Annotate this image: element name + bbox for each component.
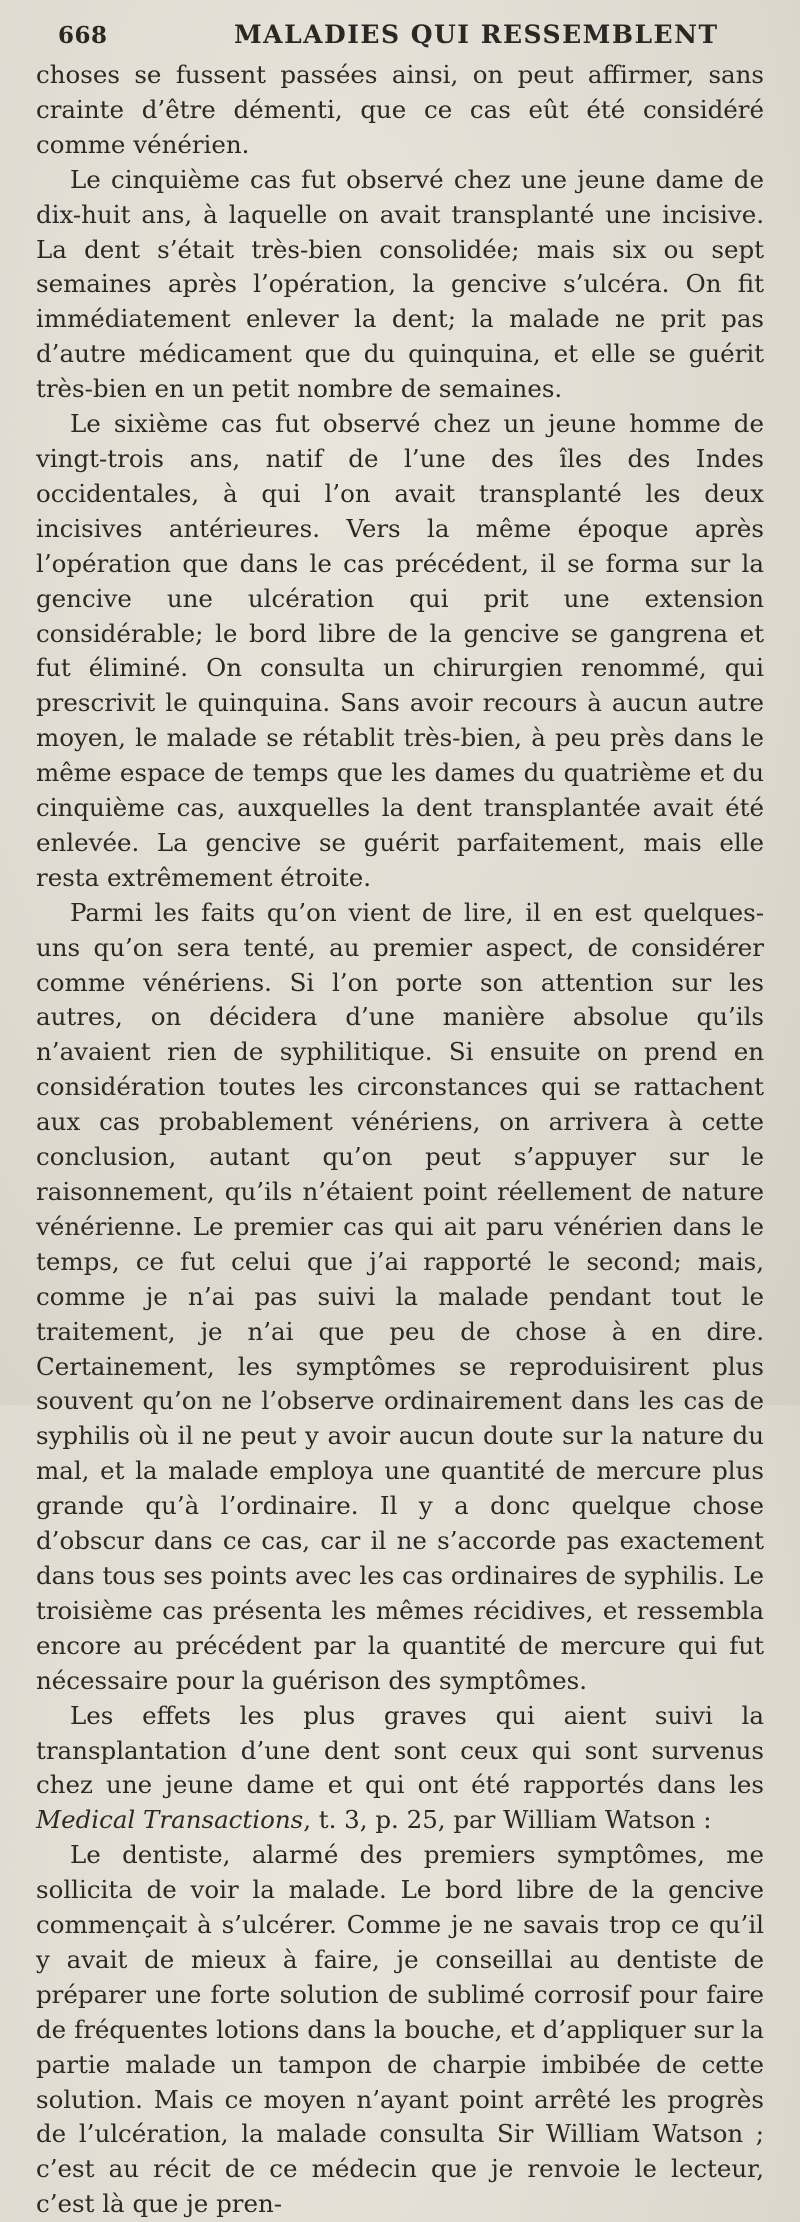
paragraph-continuation: choses se fussent passées ainsi, on peut affirmer, sans crainte d’être démenti, que ce cas eût été considéré comme vénérien. [36, 60, 764, 159]
journal-title: Medical Transactions [36, 1805, 304, 1835]
page-header [36, 20, 764, 56]
paragraph-watson-intro [36, 1699, 764, 1839]
paragraph-dentist-account: Le dentiste, alarmé des premiers symptômes, me sollicita de voir la malade. Le bord libre de la gencive commençait à s’ulcérer. Comme je ne savais trop ce qu’il y avait de mieux à faire, je conseillai au dentiste de préparer une forte solution de sublimé corrosif pour faire de fréquentes lotions dans la bouche, et d’appliquer sur la partie malade un tampon de charpie imbibée de cette solution. Mais ce moyen n’ayant point arrêté les progrès de l’ulcération, la malade consulta Sir William Watson ; c’est au récit de ce médecin que je renvoie le lecteur, c’est là que je pren- [36, 1840, 764, 2219]
paragraph-fifth-case: Le cinquième cas fut observé chez une jeune dame de dix-huit ans, à laquelle on avait transplanté une incisive. La dent s’était très-bien consolidée; mais six ou sept semaines après l’opération, la gencive s’ulcéra. On fit immédiatement enlever la dent; la malade ne prit pas d’autre médicament que du quinquina, et elle se guérit très-bien en un petit nombre de semaines. [36, 164, 764, 404]
watson-citation: , t. 3, p. 25, par William Watson : [303, 1805, 712, 1835]
paragraph-sixth-case: Le sixième cas fut observé chez un jeune homme de vingt-trois ans, natif de l’une des îles des Indes occidentales, à qui l’on avait transplanté les deux incisives antérieures. Vers la même époque après l’opération que dans le cas précédent, il se forma sur la gencive une ulcération qui prit une extension considérable; le bord libre de la gencive se gangrena et fut éliminé. On consulta un chirurgien renommé, qui prescrivit le quinquina. Sans avoir recours à aucun autre moyen, le malade se rétablit très-bien, à peu près dans le même espace de temps que les dames du quatrième et du cinquième cas, auxquelles la dent transplantée avait été enlevée. La gencive se guérit parfaitement, mais elle resta extrêmement étroite. [36, 409, 764, 892]
paragraph-discussion: Parmi les faits qu’on vient de lire, il en est quelques-uns qu’on sera tenté, au premier aspect, de considérer comme vénériens. Si l’on porte son attention sur les autres, on décidera d’une manière absolue qu’ils n’avaient rien de syphilitique. Si ensuite on prend en considération toutes les circonstances qui se rattachent aux cas probablement vénériens, on arrivera à cette conclusion, autant qu’on peut s’appuyer sur le raisonnement, qu’ils n’étaient point réellement de nature vénérienne. Le premier cas qui ait paru vénérien dans le temps, ce fut celui que j’ai rapporté le second; mais, comme je n’ai pas suivi la malade pendant tout le traitement, je n’ai que peu de chose à en dire. Certainement, les symptômes se reproduisirent plus souvent qu’on ne l’observe ordinairement dans les cas de syphilis où il ne peut y avoir aucun doute sur la nature du mal, et la malade employa une quantité de mercure plus grande qu’à l’ordinaire. Il y a donc quelque chose d’obscur dans ce cas, car il ne s’accorde pas exactement dans tous ses points avec les cas ordinaires de syphilis. Le troisième cas présenta les mêmes récidives, et ressembla encore au précédent par la quantité de mercure qui fut nécessaire pour la guérison des symptômes. [36, 897, 764, 1695]
running-title: MALADIES QUI RESSEMBLENT [234, 20, 719, 49]
watson-intro-text: Les effets les plus graves qui aient suivi la transplantation d’une dent sont ceux qui sont survenus chez une jeune dame et qui ont été rapportés dans les [36, 1700, 764, 1800]
body-text [36, 58, 764, 2222]
page-number: 668 [58, 22, 108, 49]
